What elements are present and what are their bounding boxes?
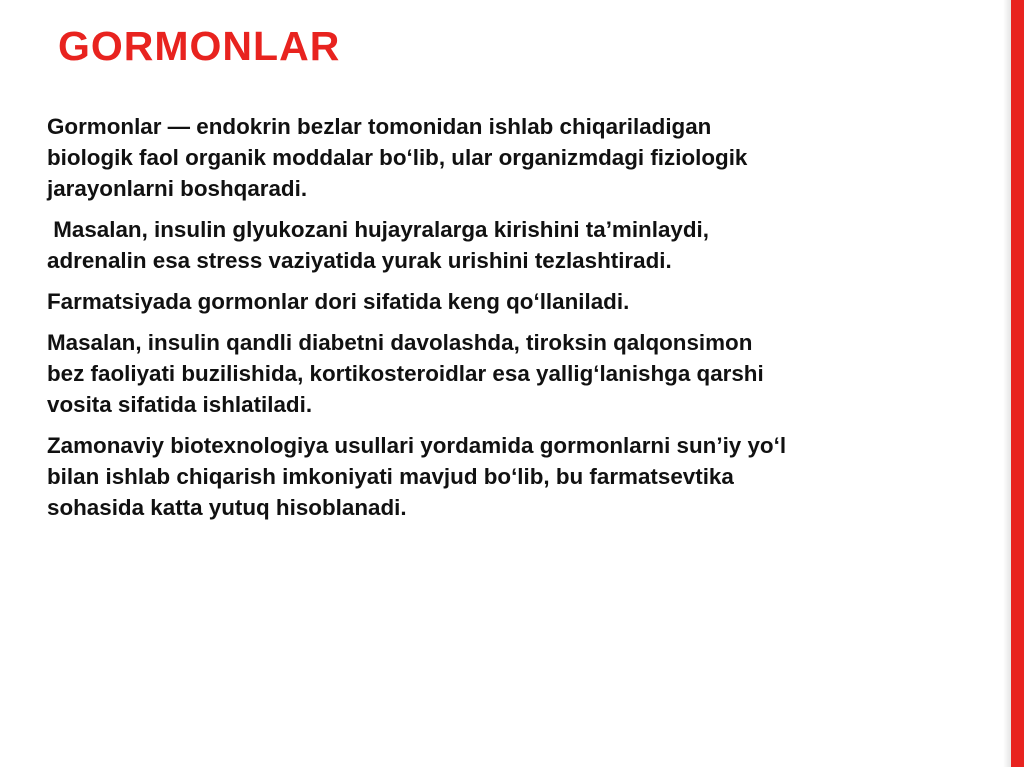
paragraph-pharmacy-use: Farmatsiyada gormonlar dori sifatida keng qo‘llaniladi. [47, 289, 630, 314]
edge-shadow [1003, 0, 1011, 767]
paragraph-biotechnology: Zamonaviy biotexnologiya usullari yordamida gormonlarni sun’iy yo‘l bilan ishlab chiqarish imkoniyati mavjud bo‘lib, bu farmatsevtika sohasida katta yutuq hisoblanadi. [47, 433, 787, 520]
accent-bar [1011, 0, 1024, 767]
paragraph-example-insulin-adrenalin: Masalan, insulin glyukozani hujayralarga kirishini ta’minlaydi, adrenalin esa stress vaziyatida yurak urishini tezlashtiradi. [47, 217, 709, 273]
slide-body [47, 111, 989, 533]
slide-title: GORMONLAR [58, 23, 341, 69]
paragraph-definition: Gormonlar — endokrin bezlar tomonidan ishlab chiqariladigan biologik faol organik moddalar bo‘lib, ular organizmdagi fiziologik jarayonlarni boshqaradi. [47, 114, 748, 201]
paragraph-example-treatments: Masalan, insulin qandli diabetni davolashda, tiroksin qalqonsimon bez faoliyati buzilishida, kortikosteroidlar esa yallig‘lanishga qarshi vosita sifatida ishlatiladi. [47, 330, 764, 417]
